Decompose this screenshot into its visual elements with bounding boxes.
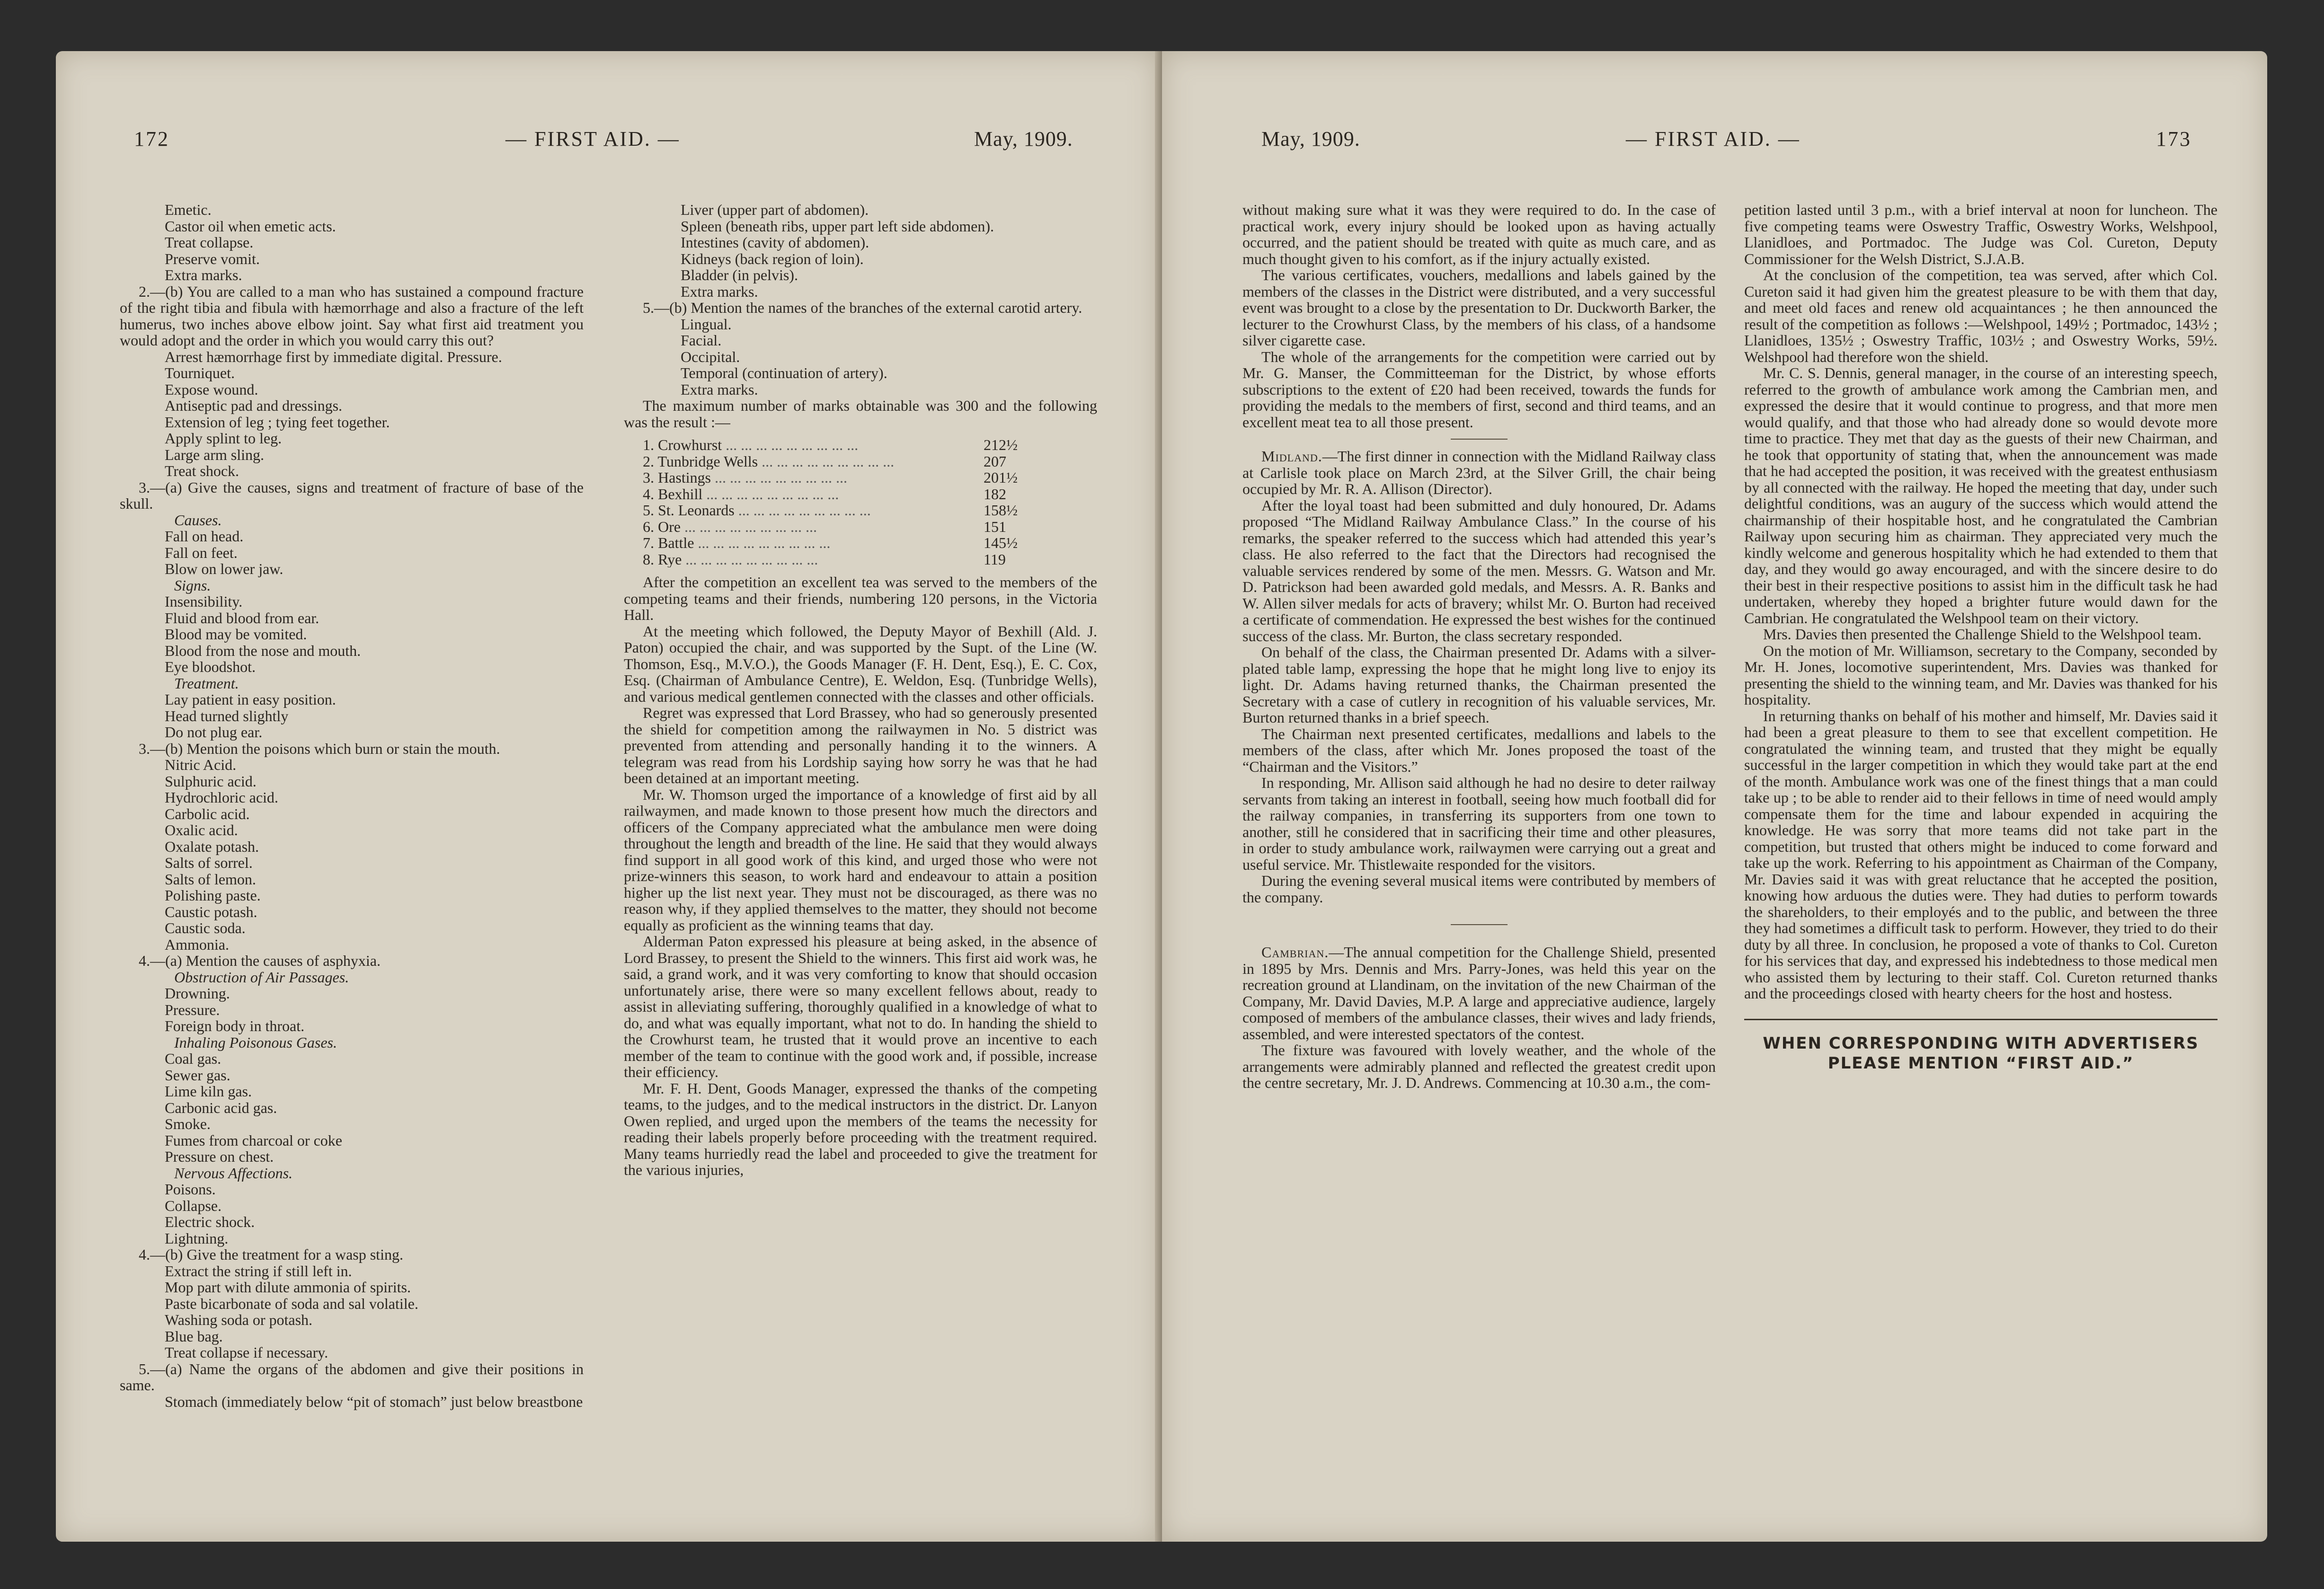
team-name: 6. Ore ... . — [643, 519, 984, 535]
text-line: Apply splint to leg. — [165, 430, 282, 447]
text-line: Occipital. — [681, 348, 740, 365]
text-line: Lightning. — [165, 1229, 229, 1247]
text-line: 4.—(b) Give the treatment for a wasp sting. — [139, 1246, 403, 1263]
result-row — [643, 453, 1116, 470]
team-score: 212½ — [984, 436, 1018, 453]
page-date: May, 1909. — [974, 127, 1073, 150]
text-line: Fall on feet. — [165, 544, 238, 561]
text-line: Sewer gas. — [165, 1066, 231, 1084]
running-title: — FIRST AID. — — [1626, 127, 1801, 150]
text-line: Mr. F. H. Dent, Goods Manager, expressed the thanks of the competing teams, to the judges, and to the medical instructors in the district. Dr. Lanyon Owen replied, and urged upon the members of the teams the necessity for reading their labels properly before proceeding with the treatment required. Many teams hurriedly read the label and proceeded to give the treatment for the various injuries, — [624, 1079, 1097, 1178]
text-line: Coal gas. — [165, 1050, 222, 1067]
text-line: After the competition an excellent tea was served to the members of the competing teams and their friends, numbering 120 persons, in the Victoria Hall. — [624, 574, 1097, 623]
text-line: Facial. — [681, 332, 722, 349]
text-line: Salts of lemon. — [165, 870, 256, 888]
midland-section — [1242, 497, 1716, 906]
text-line: The whole of the arrangements for the competition were carried out by Mr. G. Manser, the Committeeman for the District, by whose efforts subscriptions to the extent of £20 had been received, towards the funds for providing the medals to the members of first, second and third teams, and an excellent meat tea to all those present. — [1242, 348, 1716, 431]
text-line: Caustic potash. — [165, 903, 257, 920]
text-line: Carbolic acid. — [165, 805, 250, 822]
results-table — [643, 437, 1097, 567]
text-line: Extension of leg ; tying feet together. — [165, 413, 390, 431]
text-line: Extra marks. — [165, 266, 242, 283]
text-line: Head turned slightly — [165, 707, 289, 724]
right-column-1-intro — [1242, 202, 1716, 430]
text-line: Lingual. — [681, 315, 732, 333]
text-line: Liver (upper part of abdomen). — [681, 201, 869, 218]
text-line: Mr. W. Thomson urged the importance of a knowledge of first aid by all railwaymen, and made known to those present how much the directors and officers of the Company appreciated what the ambulance men were doing throughout the length and breadth of the line. He said that they would always find support in all good work of this kind, and urged those who were not prize-winners this season, to work hard and endeavour to attain a position higher up the list next year. They must not be discouraged, as there was no reason why, if they applied themselves to the matter, they should not become equally as proficient as the winning teams that day. — [624, 786, 1097, 934]
text-line: without making sure what it was they were required to do. In the case of practical work, every injury should be looked upon as having actually occurred, and the patient should be treated with quite as much care, and as much thought given to his comfort, as if the injury actually existed. — [1242, 201, 1716, 267]
text-line: Kidneys (back region of loin). — [681, 250, 864, 267]
text-line: Treat shock. — [165, 462, 239, 479]
text-line: In responding, Mr. Allison said although he had no desire to deter railway servants from taking an interest in football, seeing how much football did for the railway companies, in transferring its supporters from one town to another, still he considered that in sacrificing their time and other pleasures, in order to study ambulance work, railwaymen were carrying out a great and useful service. Mr. Thistlewaite responded for the visitors. — [1242, 774, 1716, 873]
text-line: Emetic. — [165, 201, 212, 218]
text-line: Extract the string if still left in. — [165, 1262, 352, 1280]
text-line: Electric shock. — [165, 1213, 255, 1230]
text-line: 3.—(b) Mention the poisons which burn or stain the mouth. — [139, 740, 500, 757]
text-line: Polishing paste. — [165, 887, 261, 904]
section-divider — [1451, 439, 1508, 440]
text-line: Castor oil when emetic acts. — [165, 217, 336, 235]
section-divider — [1451, 924, 1508, 925]
text-line: Mrs. Davies then presented the Challenge Shield to the Welshpool team. — [1763, 626, 2202, 643]
team-score: 151 — [984, 518, 1006, 535]
text-line: Antiseptic pad and dressings. — [165, 397, 343, 414]
text-line: Blood from the nose and mouth. — [165, 642, 361, 659]
text-line: Causes. — [174, 511, 222, 529]
text-line: Drowning. — [165, 985, 230, 1002]
text-line: Lime kiln gas. — [165, 1083, 252, 1100]
text-line: Treat collapse if necessary. — [165, 1344, 328, 1361]
text-line: petition lasted until 3 p.m., with a brief interval at noon for luncheon. The five competing teams were Oswestry Traffic, Oswestry Works, Welshpool, Llanidloes, and Portmadoc. The Judge was Col. Cureton, Deputy Commissioner for the Welsh District, S.J.A.B. — [1744, 201, 2218, 267]
text-line: During the evening several musical items were contributed by members of the company. — [1242, 872, 1716, 906]
text-line: At the conclusion of the competition, tea was served, after which Col. Cureton said it had given him the greatest pleasure to be with them that day, and meet old faces and renew old acquaintances ; he then announced the result of the competition as follows :—Welshpool, 149½ ; Portmadoc, 143½ ; Llanidloes, 135½ ; Oswestry Traffic, 103½ ; and Oswestry Works, 59½. Welshpool had therefore won the shield. — [1744, 266, 2218, 365]
text-line: Salts of sorrel. — [165, 854, 253, 871]
page-number: 172 — [134, 127, 169, 150]
text-line: Arrest hæmorrhage first by immediate digital. Pressure. — [165, 348, 502, 365]
text-line: The various certificates, vouchers, medallions and labels gained by the members of the classes in the District were distributed, and a very successful event was brought to a close by the presentation to Dr. Duckworth Barker, the lecturer to the Crowhurst Class, by the members of his class, of a handsome silver cigarette case. — [1242, 266, 1716, 349]
text-line: Fumes from charcoal or coke — [165, 1131, 342, 1149]
team-score: 158½ — [984, 502, 1018, 519]
text-line: Insensibility. — [165, 593, 243, 610]
text-line: Treatment. — [174, 674, 239, 692]
text-line: 3.—(a) Give the causes, signs and treatment of fracture of base of the skull. — [120, 478, 584, 512]
text-line: Tourniquet. — [165, 364, 235, 381]
cambrian-lead: Cambrian. — [1261, 944, 1329, 961]
text-line: Sulphuric acid. — [165, 772, 257, 790]
text-line: Foreign body in throat. — [165, 1017, 305, 1034]
right-page — [1162, 51, 2267, 1542]
text-line: Alderman Paton expressed his pleasure at being asked, in the absence of Lord Brassey, to present the Shield to the winners. This first aid work was, he said, a grand work, and it was very comforting to know that should occasion unfortunately arise, there were so many excellent fellows about, ready to assist in alleviating suffering, thoroughly qualified in a knowledge of what to do, and what was equally important, what not to do. In handing the shield to the Crowhurst team, he trusted that it would prove an incentive to each member of the team to continue with the good work and, if possible, increase their efficiency. — [624, 933, 1097, 1080]
team-name: 8. Rye ... . — [643, 551, 984, 568]
text-line: Expose wound. — [165, 380, 258, 398]
text-line: Stomach (immediately below “pit of stomach” just below breastbone — [165, 1393, 583, 1410]
team-score: 207 — [984, 452, 1006, 470]
team-name: 4. Bexhill ... . — [643, 486, 984, 503]
team-name: 5. St. Leonards ... . — [643, 502, 984, 519]
text-line: Poisons. — [165, 1181, 216, 1198]
right-column-1 — [1242, 202, 1716, 1091]
left-column-2-top — [624, 202, 1097, 430]
text-line: Bladder (in pelvis). — [681, 266, 798, 283]
text-line: On the motion of Mr. Williamson, secretary to the Company, seconded by Mr. H. Jones, locomotive superintendent, Mrs. Davies was thanked for presenting the shield to the winning team, and Mr. Davies was thanked for his hospitality. — [1744, 642, 2218, 708]
text-line: The Chairman next presented certificates, medallions and labels to the members of the class, after which Mr. Jones proposed the toast of the “Chairman and the Visitors.” — [1242, 725, 1716, 775]
text-line: Extra marks. — [681, 380, 758, 398]
text-line: 4.—(a) Mention the causes of asphyxia. — [139, 952, 381, 969]
text-line: Temporal (continuation of artery). — [681, 364, 887, 381]
text-line: The maximum number of marks obtainable was 300 and the following was the result :— — [624, 397, 1097, 431]
text-line: Regret was expressed that Lord Brassey, who had so generously presented the shield for competition among the railwaymen in No. 5 district was prevented from attending and personally handing it to the winners. A telegram was read from his Lordship saying how sorry he was that he had been detained at an important meeting. — [624, 704, 1097, 786]
text-line: Intestines (cavity of abdomen). — [681, 234, 869, 251]
text-line: Pressure. — [165, 1001, 220, 1018]
left-column-2-bottom — [624, 574, 1097, 1178]
right-column-2-text — [1744, 202, 2218, 1002]
cambrian-paragraph: Cambrian.—The annual competition for the Challenge Shield, presented in 1895 by Mrs. Dennis and Mrs. Parry-Jones, was held this year on the recreation ground at Llandinam, on the invitation of the new Chairman of the Company, Mr. David Davies, M.P. A large and appreciative audience, largely composed of members of the ambulance classes, their wives and lady friends, assembled, and were interested spectators of the contest. — [1242, 944, 1716, 1042]
text-line: Obstruction of Air Passages. — [174, 968, 349, 986]
text-line: Paste bicarbonate of soda and sal volatile. — [165, 1295, 418, 1312]
text-line: Ammonia. — [165, 936, 229, 953]
text-line: Fall on head. — [165, 528, 244, 545]
text-line: Oxalate potash. — [165, 838, 259, 855]
team-name: 1. Crowhurst ... . — [643, 437, 984, 453]
text-line: Nervous Affections. — [174, 1164, 293, 1182]
text-line: Do not plug ear. — [165, 724, 263, 741]
text-line: In returning thanks on behalf of his mother and himself, Mr. Davies said it had been a great pleasure to them to see that excellent competition. He congratulated the winning team, and trusted that they might be equally successful in the larger competition in which they would take part at the end of the month. Ambulance work was one of the finest things that a man could take up ; to be able to render aid to their fellows in time of need would amply compensate them for the time and labour expended in acquiring the knowledge. He was sorry that more teams did not take part in the competition, but trusted that others might be induced to come forward and take up the work. Referring to his appointment as Chairman of the Company, Mr. Davies said it was with great reluctance that he accepted the position, knowing how arduous the duties were. They had duties to perform towards the shareholders, to their employés and to the public, and between the three they had sometimes a difficult task to perform. However, they tried to do their duty by all three. In conclusion, he proposed a vote of thanks to Col. Cureton for his services that day, and expressed his indebtedness to those medical men who assisted them by lecturing to their staff. Col. Cureton returned thanks and the proceedings closed with hearty cheers for the host and hostess. — [1744, 707, 2218, 1002]
team-name: 7. Battle ... . — [643, 535, 984, 551]
result-row — [643, 551, 1116, 568]
team-score: 119 — [984, 550, 1006, 568]
text-line: Spleen (beneath ribs, upper part left side abdomen). — [681, 217, 994, 235]
result-row — [643, 535, 1116, 551]
text-line: Hydrochloric acid. — [165, 789, 278, 806]
team-name: 3. Hastings ... . — [643, 469, 984, 486]
text-line: Blue bag. — [165, 1327, 223, 1345]
running-title: — FIRST AID. — — [506, 127, 680, 150]
text-line: Carbonic acid gas. — [165, 1099, 277, 1116]
page-number: 173 — [2156, 127, 2191, 150]
text-line: Preserve vomit. — [165, 250, 260, 267]
page-date: May, 1909. — [1261, 127, 1360, 150]
text-line: Blood may be vomited. — [165, 626, 307, 643]
text-line: Eye bloodshot. — [165, 658, 256, 675]
text-line: Fluid and blood from ear. — [165, 609, 319, 627]
left-column-2 — [624, 202, 1097, 1178]
text-line: Mr. C. S. Dennis, general manager, in the course of an interesting speech, referred to the growth of ambulance work among the Cambrian men, and expressed the desire that it would continue to progress, and that more men would qualify, and that those who had already done so would devote more time to practice. They met that day as the guests of their new Chairman, and he took that opportunity of stating that, when the announcement was made that he had accepted the position, it was received with the greatest enthusiasm by all connected with the railway. He hoped the meeting that day, under such delightful conditions, was an augury of the success which would attend the chairmanship of their hospitable host, and he congratulated the Cambrian Railway upon securing him as chairman. They appreciated very much the kindly welcome and generous hospitality which he had extended to them that day, and they would go away encouraged, and with the sincere desire to do their best in their respective positions to assist him in the difficult task he had undertaken, whereby they hoped a brighter future would dawn for the Cambrian. He congratulated the Welshpool team on their victory. — [1744, 364, 2218, 627]
text-line: Mop part with dilute ammonia of spirits. — [165, 1279, 411, 1296]
team-score: 201½ — [984, 469, 1018, 486]
result-row — [643, 486, 1116, 503]
text-line: 5.—(b) Mention the names of the branches of the external carotid artery. — [643, 299, 1082, 316]
text-line: Blow on lower jaw. — [165, 560, 284, 577]
left-column-1 — [120, 202, 584, 1410]
result-row — [643, 502, 1116, 519]
text-line: Lay patient in easy position. — [165, 691, 336, 708]
text-line: The fixture was favoured with lovely weather, and the whole of the arrangements were admirably planned and reflected the greatest credit upon the centre secretary, Mr. J. D. Andrews. Commencing at 10.30 a.m., the com- — [1242, 1042, 1716, 1091]
midland-lead: Midland. — [1261, 448, 1322, 465]
cambrian-section — [1242, 1042, 1716, 1091]
text-line: Large arm sling. — [165, 446, 265, 463]
text-line: 2.—(b) You are called to a man who has sustained a compound fracture of the right tibia and fibula with hæmorrhage and also a fracture of the left humerus, two inches above elbow joint. Say what first aid treatment you would adopt and the order in which you would carry this out? — [120, 282, 584, 349]
text-line: Oxalic acid. — [165, 821, 238, 839]
text-line: 5.—(a) Name the organs of the abdomen and give their positions in same. — [120, 1360, 584, 1394]
midland-paragraph: Midland.—The first dinner in connection with the Midland Railway class at Carlisle took place on March 23rd, at the Silver Grill, the chair being occupied by Mr. R. A. Allison (Director). — [1242, 448, 1716, 497]
result-row — [643, 469, 1116, 486]
left-page — [56, 51, 1159, 1542]
text-line: Smoke. — [165, 1115, 211, 1132]
text-line: Extra marks. — [681, 282, 758, 300]
text-line: Treat collapse. — [165, 234, 254, 251]
result-row — [643, 437, 1116, 453]
text-line: After the loyal toast had been submitted and duly honoured, Dr. Adams proposed “The Midland Railway Ambulance Class.” In the course of his remarks, the speaker referred to the success which had attended this year’s class. He also referred to the fact that the Directors had recognised the valuable services rendered by some of the men. Messrs. G. Watson and Mr. D. Patrickson had been awarded gold medals, and Messrs. A. R. Banks and W. Allen silver medals for acts of bravery; whilst Mr. O. Burton had received a certificate of commendation. He expressed the best wishes for the continued success of the class. Mr. Burton, the class secretary responded. — [1242, 496, 1716, 644]
team-name: 2. Tunbridge Wells ... . — [643, 453, 984, 470]
text-line: At the meeting which followed, the Deputy Mayor of Bexhill (Ald. J. Paton) occupied the chair, and was supported by the Supt. of the Line (W. Thomson, Esq., M.V.O.), the Goods Manager (F. H. Dent, Esq.), E. C. Cox, Esq. (Chairman of Ambulance Centre), E. Weldon, Esq. (Tunbridge Wells), and various medical gentlemen connected with the classes and other officials. — [624, 622, 1097, 705]
text-line: Washing soda or potash. — [165, 1311, 313, 1328]
text-line: Collapse. — [165, 1197, 222, 1214]
text-line: Nitric Acid. — [165, 756, 237, 773]
text-line: Caustic soda. — [165, 919, 246, 936]
right-column-2 — [1744, 202, 2218, 1073]
team-score: 145½ — [984, 534, 1018, 551]
text-line: Inhaling Poisonous Gases. — [174, 1033, 337, 1051]
result-row — [643, 519, 1116, 535]
advertisers-notice: WHEN CORRESPONDING WITH ADVERTISERS PLEASE MENTION “FIRST AID.” — [1744, 1019, 2218, 1073]
text-line: On behalf of the class, the Chairman presented Dr. Adams with a silver-plated table lamp, expressing the hope that he might long live to enjoy its light. Dr. Adams having returned thanks, the Chairman presented the Secretary with a case of cutlery in recognition of his valuable services, Mr. Burton returned thanks in a brief speech. — [1242, 644, 1716, 726]
text-line: Signs. — [174, 576, 211, 594]
text-line: Pressure on chest. — [165, 1148, 274, 1165]
team-score: 182 — [984, 485, 1006, 503]
